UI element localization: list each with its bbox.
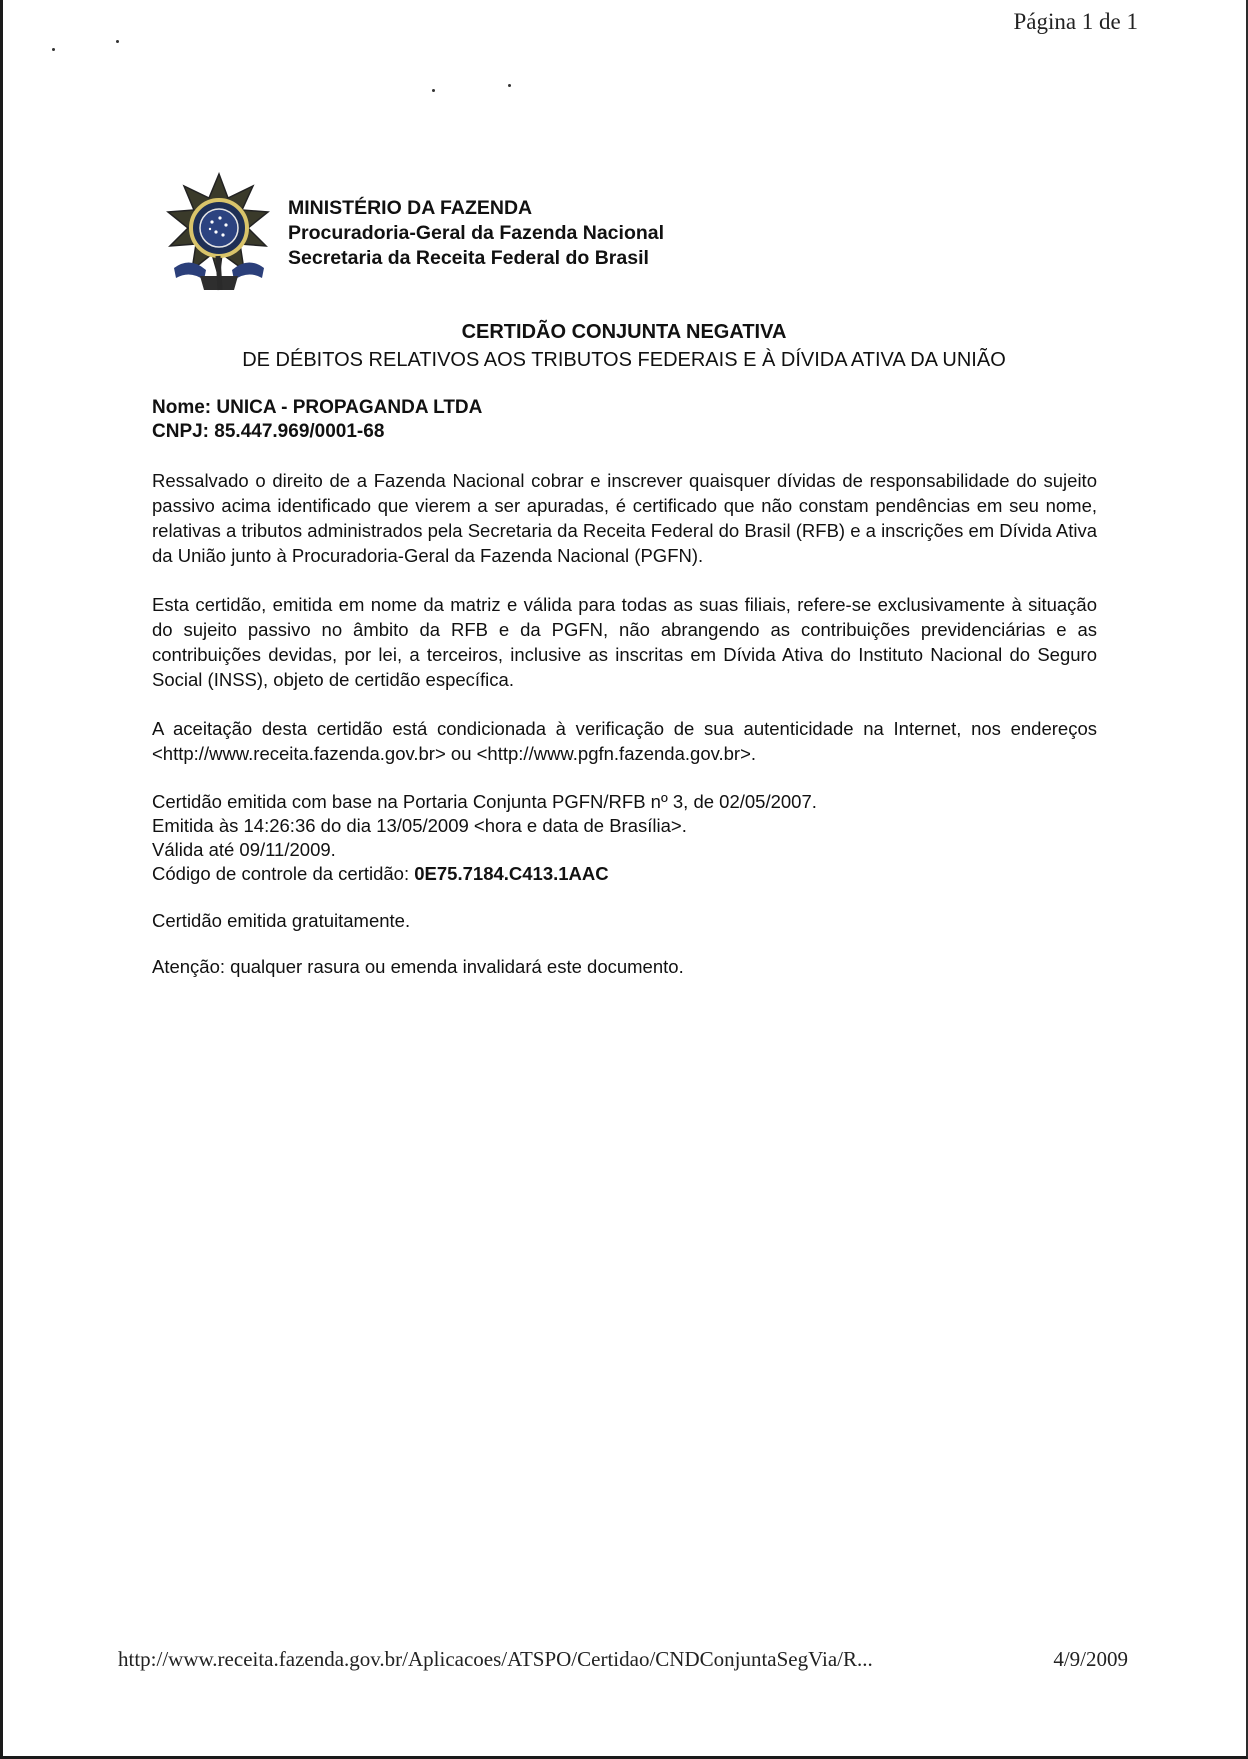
taxpayer-name: Nome: UNICA - PROPAGANDA LTDA	[152, 397, 483, 418]
ministry-name: MINISTÉRIO DA FAZENDA	[288, 197, 533, 219]
print-footer	[118, 1647, 1128, 1672]
taxpayer-block	[152, 396, 1097, 444]
ministry-heading	[288, 196, 664, 271]
footer-date: 4/9/2009	[1053, 1647, 1128, 1671]
paragraph-scope: Esta certidão, emitida em nome da matriz e válida para todas as suas filiais, refere-se exclusivamente à situação do sujeito passivo no âmbito da RFB e da PGFN, não abrangendo as contribuições previdenciárias e as contribuições devidas, por lei, a terceiros, inclusive as inscritas em Dívida Ativa do Instituto Nacional do Seguro Social (INSS), objeto de certidão específica.	[152, 594, 1097, 690]
title-line-1: CERTIDÃO CONJUNTA NEGATIVA	[461, 321, 787, 343]
issue-datetime: Emitida às 14:26:36 do dia 13/05/2009 <hora e data de Brasília>.	[152, 815, 687, 836]
rfb-name: Secretaria da Receita Federal do Brasil	[288, 247, 649, 269]
document-title	[0, 318, 1248, 374]
document-header	[160, 172, 1060, 302]
warning-note: Atenção: qualquer rasura ou emenda invalidará este documento.	[152, 956, 684, 977]
scan-speck	[432, 89, 435, 92]
page-number: Página 1 de 1	[1013, 9, 1138, 34]
control-code-line	[152, 862, 1097, 886]
paragraph-authenticity: A aceitação desta certidão está condicionada à verificação de sua autenticidade na Internet, nos endereços <http://www.receita.fazenda.gov.br> ou <http://www.pgfn.fazenda.gov.br>.	[152, 718, 1097, 764]
brazil-coat-of-arms-icon	[160, 172, 278, 294]
valid-until: Válida até 09/11/2009.	[152, 839, 336, 860]
pgfn-name: Procuradoria-Geral da Fazenda Nacional	[288, 222, 665, 244]
control-code: 0E75.7184.C413.1AAC	[414, 863, 609, 884]
legal-basis: Certidão emitida com base na Portaria Conjunta PGFN/RFB nº 3, de 02/05/2007.	[152, 791, 817, 812]
free-issue-note: Certidão emitida gratuitamente.	[152, 910, 411, 931]
document-body	[152, 396, 1097, 978]
certificate-details	[152, 790, 1097, 886]
scan-speck	[116, 40, 119, 43]
paragraph-certification: Ressalvado o direito de a Fazenda Nacional cobrar e inscrever quaisquer dívidas de responsabilidade do sujeito passivo acima identificado que vierem a ser apuradas, é certificado que não constam pendências em seu nome, relativas a tributos administrados pela Secretaria da Receita Federal do Brasil (RFB) e a inscrições em Dívida Ativa da União junto à Procuradoria-Geral da Fazenda Nacional (PGFN).	[152, 470, 1097, 566]
scan-speck	[508, 84, 511, 87]
footer-url: http://www.receita.fazenda.gov.br/Aplicacoes/ATSPO/Certidao/CNDConjuntaSegVia/R...	[118, 1647, 873, 1671]
scan-speck	[52, 48, 55, 51]
control-code-label: Código de controle da certidão:	[152, 863, 415, 884]
taxpayer-cnpj: CNPJ: 85.447.969/0001-68	[152, 421, 385, 442]
title-line-2: DE DÉBITOS RELATIVOS AOS TRIBUTOS FEDERAIS E À DÍVIDA ATIVA DA UNIÃO	[242, 349, 1006, 371]
